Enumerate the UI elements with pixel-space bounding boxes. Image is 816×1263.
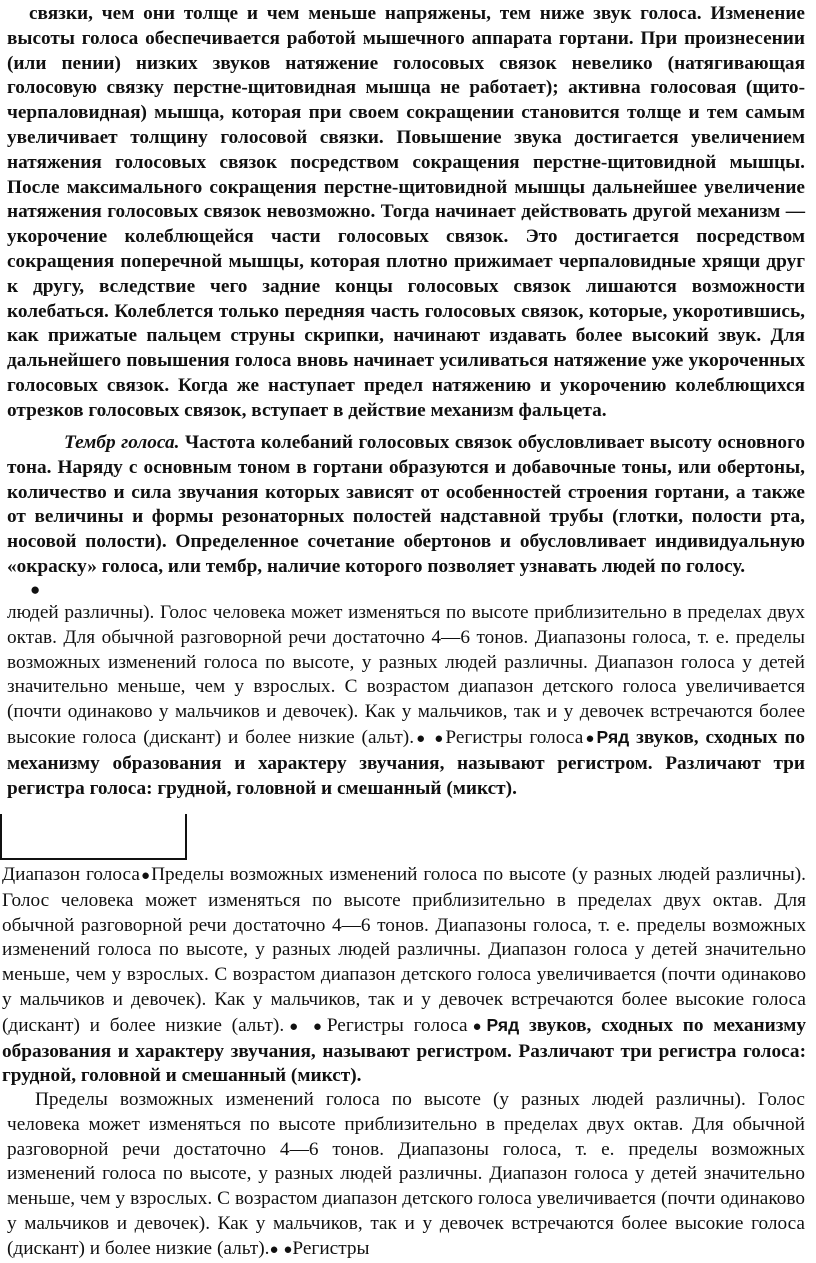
bullet-icon: ● — [269, 1241, 279, 1258]
row-word: Ряд — [486, 1014, 520, 1035]
paragraph-range-2 — [2, 863, 806, 1089]
registers-definition: звуков, сходных по механизму образования и характеру звучания, называют регистром. Различают три регистра голоса: грудной, головной и смешанный (микст). — [7, 726, 805, 799]
bullet-icon: ● — [283, 1241, 293, 1258]
paragraph-text: людей различны). Голос человека может изменяться по высоте приблизительно в пределах двух октав. Для обычной разговорной речи достаточно 4—6 тонов. Диапазоны голоса, т. е. пределы возможных изменений голоса по высоте, у разных людей различны. Диапазон голоса у детей значительно меньше, чем у взрослых. С возрастом диапазон детского голоса увеличивается (почти одинаково у мальчиков и девочек). Как у мальчиков, так и у девочек встречаются более высокие голоса (дискант) и более низкие (альт). — [7, 602, 805, 748]
bullet-icon: ● — [139, 868, 152, 884]
row-word: Ряд — [596, 726, 630, 747]
paragraph-range-1 — [7, 601, 805, 801]
registers-label: Регистры голоса — [326, 1014, 468, 1036]
timbre-term: Тембр голоса. — [64, 432, 180, 453]
bullet-icon: ● — [583, 730, 597, 747]
paragraph-range-3 — [7, 1088, 805, 1263]
paragraph-text: Пределы возможных изменений голоса по высоте (у разных людей различны). Голос человека может изменяться по высоте приблизительно в пределах двух октав. Для обычной разговорной речи достаточно 4—6 тонов. Диапазоны голоса, т. е. пределы возможных изменений голоса по высоте, у разных людей различны. Диапазон голоса у детей значительно меньше, чем у взрослых. С возрастом диапазон детского голоса увеличивается (почти одинаково у мальчиков и девочек). Как у мальчиков, так и у девочек встречаются более высокие голоса (дискант) и более низкие (альт). — [7, 1089, 805, 1259]
range-label: Диапазон голоса — [2, 864, 140, 885]
bullet-icon: ● — [312, 1018, 327, 1035]
registers-definition: звуков, сходных по механизму образования и характеру звучания, называют регистром. Различают три регистра голоса: грудной, головной и смешанный (микст). — [2, 1014, 807, 1087]
empty-frame — [0, 814, 187, 860]
paragraph-text: Пределы возможных изменений голоса по высоте (у разных людей различны). Голос человека может изменяться по высоте приблизительно в пределах двух октав. Для обычной разговорной речи достаточно 4—6 тонов. Диапазоны голоса, т. е. пределы возможных изменений голоса по высоте, у разных людей различны. Диапазон голоса у детей значительно меньше, чем у взрослых. С возрастом диапазон детского голоса увеличивается (почти одинаково у мальчиков и девочек). Как у мальчиков, так и у девочек встречаются более высокие голоса (дискант) и более низкие (альт). — [2, 864, 806, 1036]
paragraph-pitch-mechanism — [7, 2, 805, 424]
bullet-icon: ● — [434, 730, 446, 747]
bullet-icon: ● — [414, 730, 428, 747]
paragraph-timbre — [7, 431, 805, 580]
bullet-icon: ● — [30, 580, 41, 599]
registers-label: Регистры — [292, 1237, 370, 1259]
bullet-icon: ● — [467, 1018, 487, 1035]
registers-label: Регистры голоса — [445, 726, 584, 748]
paragraph-text: Частота колебаний голосовых связок обусловливает высоту основного тона. Наряду с основным тоном в гортани образуются и добавочные тоны, или обертоны, количество и сила звучания которых зависят от особенностей строения гортани, а также от величины и формы резонаторных полостей надставной трубы (глотки, полости рта, носовой полости). Определенное сочетание обертонов и обусловливает индивидуальную «окраску» голоса, или тембр, наличие которого позволяет узнавать людей по голосу. — [7, 432, 805, 577]
paragraph-text: связки, чем они толще и чем меньше напряжены, тем ниже звук голоса. Изменение высоты голоса обеспечивается работой мышечного аппарата гортани. При произнесении (или пении) низких звуков натяжение голосовых связок невелико (натягивающая голосовую связку перстне-щитовидная мышца не работает); активна голосовая (щито-черпаловидная) мышца, которая при своем сокращении становится толще и тем самым увеличивает толщину голосовой связки. Повышение звука достигается увеличением натяжения голосовых связок посредством сокращения перстне-щитовидной мышцы. После максимального сокращения перстне-щитовидной мышцы дальнейшее увеличение натяжения голосовых связок невозможно. Тогда начинает действовать другой механизм — укорочение колеблющейся части голосовых связок. Это достигается посредством сокращения поперечной мышцы, которая плотно прижимает черпаловидные хрящи друг к другу, вследствие чего задние концы голосовых связок лишаются возможности колебаться. Колеблется только передняя часть голосовых связок, которые, укоротившись, как прижатые пальцем струны скрипки, начинают издавать более высокий звук. Для дальнейшего повышения голоса вновь начинает усиливаться натяжение уже укороченных голосовых связок. Когда же наступает предел натяжению и укорочению колеблющихся отрезков голосовых связок, вступает в действие механизм фальцета. — [7, 3, 805, 421]
bullet-icon: ● — [284, 1018, 304, 1035]
